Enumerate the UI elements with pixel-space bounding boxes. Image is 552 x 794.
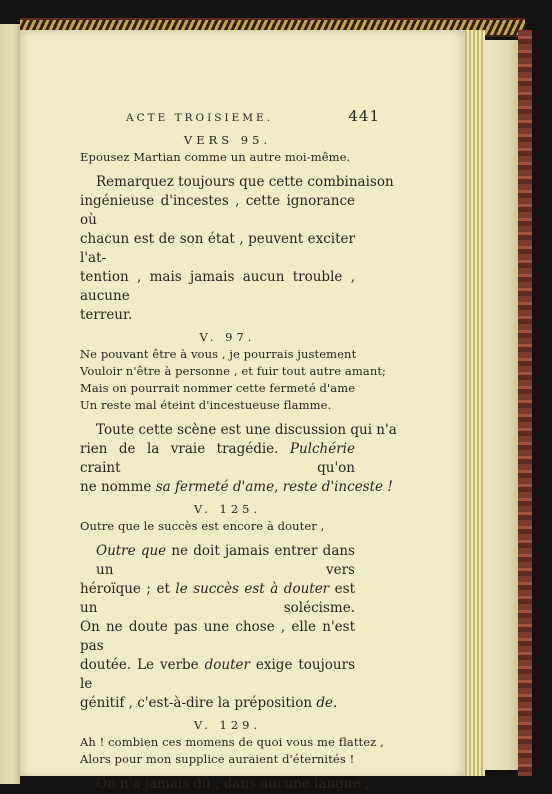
verse-line: Vouloir n'être à personne , et fuir tout autre amant; — [80, 364, 387, 378]
italic-term: Outre que — [96, 543, 167, 559]
text-run: héroïque ; et — [80, 581, 176, 597]
commentary-paragraph — [80, 775, 370, 794]
verse-line: Ne pouvant être à vous , je pourrais justement — [80, 347, 357, 361]
text-run: doutée. Le verbe — [80, 657, 205, 673]
text-run: rien de la vraie tragédie. — [80, 441, 290, 457]
italic-name: Pulchérie — [289, 441, 355, 457]
commentary-line: Remarquez toujours que cette combinaison — [96, 174, 394, 190]
commentary-line: ingénieuse d'incestes , cette ignorance où — [80, 193, 355, 228]
italic-quote: le succès est à douter — [175, 581, 330, 597]
italic-quote: sa fermeté d'ame — [155, 479, 275, 495]
verse-reference: VERS 95. — [183, 133, 272, 147]
text-run: exige toujours le — [80, 657, 355, 692]
italic-term: douter — [204, 657, 250, 673]
commentary-line — [80, 440, 355, 478]
italic-quote: reste d'inceste ! — [282, 479, 393, 495]
commentary-paragraph — [80, 173, 394, 325]
verse-quote — [80, 149, 355, 166]
text-run: craint qu'on — [80, 460, 355, 476]
text-run: ne nomme — [80, 479, 156, 495]
running-head — [126, 108, 380, 132]
page-text — [80, 107, 397, 794]
cover-edge — [518, 30, 532, 778]
commentary-line: Toute cette scène est une discussion qui n'a — [96, 422, 397, 438]
text-run: ne doit jamais entrer dans un vers — [96, 543, 355, 578]
commentary-paragraph — [80, 421, 397, 497]
commentary-line — [80, 478, 393, 497]
verse-line: Un reste mal éteint d'incestueuse flamme. — [80, 398, 332, 412]
italic-term: de. — [316, 695, 338, 711]
verse-quote — [80, 518, 355, 535]
text-run: est un solécisme. — [80, 581, 355, 616]
commentary-line — [80, 580, 355, 618]
commentary-line: terreur. — [80, 307, 133, 323]
verse-line: Outre que le succès est encore à douter , — [80, 519, 325, 533]
verse-line: Alors pour mon supplice auraient d'éternités ! — [80, 752, 355, 766]
text-run: , — [274, 479, 283, 495]
commentary-line — [80, 694, 355, 713]
commentary-line: On n'a jamais dû , dans aucune langue , — [96, 776, 370, 792]
commentary-paragraph — [80, 542, 355, 713]
verse-line: Epousez Martian comme un autre moi-même. — [80, 150, 351, 164]
page-number: 441 — [348, 107, 380, 125]
verse-quote — [80, 734, 384, 768]
running-head-title: ACTE TROISIEME. — [126, 112, 274, 124]
fore-edge — [465, 30, 485, 778]
verse-reference: V. 129. — [193, 718, 262, 732]
text-run: génitif , c'est-à-dire la préposition — [80, 695, 317, 711]
page-stack — [484, 40, 518, 770]
commentary-line — [80, 542, 355, 580]
commentary-line: On ne doute pas une chose , elle n'est pas — [80, 619, 355, 654]
commentary-line: chacun est de son état , peuvent exciter l'at- — [80, 231, 355, 266]
verse-reference: V. 125. — [193, 502, 262, 516]
verse-reference: V. 97. — [199, 330, 256, 344]
commentary-line — [80, 656, 355, 694]
commentary-line: tention , mais jamais aucun trouble , aucune — [80, 269, 355, 304]
verse-quote — [80, 346, 387, 414]
verse-line: Mais on pourrait nommer cette fermeté d'ame — [80, 381, 356, 395]
verse-line: Ah ! combien ces momens de quoi vous me flattez , — [80, 735, 384, 749]
